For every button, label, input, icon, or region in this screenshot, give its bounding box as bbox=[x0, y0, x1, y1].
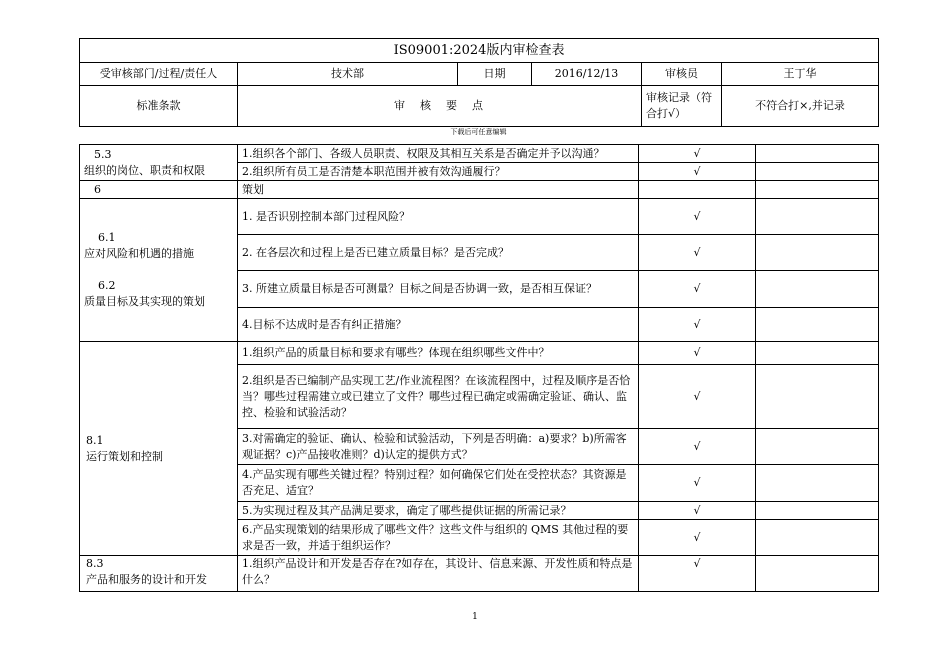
record-check: √ bbox=[639, 342, 756, 365]
audit-point: 2.组织是否已编制产品实现工艺/作业流程图？在该流程图中，过程及顺序是否恰当？哪些过程需建立或已建立了文件？哪些过程已确定或需确定验证、确认、监控、检验和试验活动？ bbox=[238, 365, 639, 429]
date-label: 日期 bbox=[458, 63, 532, 86]
clause-8-3 bbox=[80, 556, 238, 592]
record-check: √ bbox=[639, 308, 756, 342]
clause-8-1-name: 运行策划和控制 bbox=[86, 449, 163, 463]
record-check: √ bbox=[639, 520, 756, 556]
table-row bbox=[80, 342, 879, 365]
clause-6-1-name: 应对风险和机遇的措施 bbox=[84, 247, 194, 260]
audit-point: 1. 是否识别控制本部门过程风险？ bbox=[238, 199, 639, 235]
clause-6-2-name: 质量目标及其实现的策划 bbox=[84, 295, 205, 308]
date-value: 2016/12/13 bbox=[532, 63, 642, 86]
record-check: √ bbox=[639, 429, 756, 465]
clause-6-1-number: 6.1 bbox=[98, 231, 116, 244]
col-standard-header: 标准条款 bbox=[80, 86, 238, 127]
table-row bbox=[80, 199, 879, 235]
clause-6-1-6-2 bbox=[80, 199, 238, 342]
auditor-value: 王丁华 bbox=[722, 63, 879, 86]
table-row bbox=[80, 181, 879, 199]
audit-point: 6.产品实现策划的结果形成了哪些文件？这些文件与组织的 QMS 其他过程的要求是否一致，并适于组织运作？ bbox=[238, 520, 639, 556]
nonconform-cell bbox=[756, 429, 879, 465]
clause-8-3-name: 产品和服务的设计和开发 bbox=[86, 573, 207, 586]
dept-label: 受审核部门/过程/责任人 bbox=[80, 63, 238, 86]
audit-point: 3. 所建立质量目标是否可测量？目标之间是否协调一致，是否相互保证？ bbox=[238, 271, 639, 308]
record-check: √ bbox=[639, 556, 756, 592]
audit-point: 3.对需确定的验证、确认、检验和试验活动，下列是否明确：a)要求？b)所需客观证据？c)产品接收准则？d)认定的提供方式？ bbox=[238, 429, 639, 465]
auditor-label: 审核员 bbox=[642, 63, 722, 86]
table-row bbox=[80, 556, 879, 592]
nonconform-cell bbox=[756, 199, 879, 235]
record-check: √ bbox=[639, 163, 756, 181]
nonconform-cell bbox=[756, 145, 879, 163]
audit-point: 2.组织所有员工是否清楚本职范围并被有效沟通履行？ bbox=[238, 163, 639, 181]
record-check: √ bbox=[639, 235, 756, 271]
audit-point: 1.组织产品设计和开发是否存在?如存在，其设计、信息来源、开发性质和特点是什么？ bbox=[238, 556, 639, 592]
nonconform-cell bbox=[756, 342, 879, 365]
audit-point: 1.组织产品的质量目标和要求有哪些？体现在组织哪些文件中？ bbox=[238, 342, 639, 365]
audit-point: 4.目标不达成时是否有纠正措施？ bbox=[238, 308, 639, 342]
record-check: √ bbox=[639, 199, 756, 235]
audit-point: 4.产品实现有哪些关键过程？特别过程？如何确保它们处在受控状态？其资源是否充足、适宜？ bbox=[238, 465, 639, 502]
clause-5-3-name: 组织的岗位、职责和权限 bbox=[84, 163, 205, 177]
nonconform-cell bbox=[756, 365, 879, 429]
clause-6-2-number: 6.2 bbox=[98, 279, 116, 292]
col-record-header: 审核记录（符合打√） bbox=[642, 86, 722, 127]
audit-point: 2. 在各层次和过程上是否已建立质量目标？是否完成？ bbox=[238, 235, 639, 271]
clause-8-1 bbox=[80, 342, 238, 556]
record-check: √ bbox=[639, 465, 756, 502]
audit-point: 策划 bbox=[238, 181, 639, 199]
record-check: √ bbox=[639, 271, 756, 308]
table-row bbox=[80, 145, 879, 163]
nonconform-cell bbox=[756, 163, 879, 181]
record-check: √ bbox=[639, 365, 756, 429]
nonconform-cell bbox=[756, 502, 879, 520]
record-check: √ bbox=[639, 145, 756, 163]
nonconform-cell bbox=[756, 235, 879, 271]
nonconform-cell bbox=[756, 556, 879, 592]
page-number: 1 bbox=[472, 612, 478, 622]
dept-value: 技术部 bbox=[238, 63, 458, 86]
clause-5-3-number: 5.3 bbox=[94, 147, 112, 161]
clause-5-3 bbox=[80, 145, 238, 181]
edit-caption: 下载后可任意编辑 bbox=[450, 128, 507, 136]
clause-8-1-number: 8.1 bbox=[86, 433, 104, 447]
audit-point: 5.为实现过程及其产品满足要求，确定了哪些提供证据的所需记录？ bbox=[238, 502, 639, 520]
nonconform-cell bbox=[756, 308, 879, 342]
nonconform-cell bbox=[756, 465, 879, 502]
clause-6-number: 6 bbox=[80, 181, 238, 199]
checklist-table bbox=[79, 144, 879, 592]
clause-8-3-number: 8.3 bbox=[86, 557, 104, 570]
form-title: IS09001:2024版内审检查表 bbox=[80, 39, 879, 63]
audit-point: 1.组织各个部门、各级人员职责、权限及其相互关系是否确定并予以沟通？ bbox=[238, 145, 639, 163]
record-check bbox=[639, 181, 756, 199]
col-points-header: 审 核 要 点 bbox=[238, 86, 642, 127]
header-table bbox=[79, 38, 879, 127]
record-check: √ bbox=[639, 502, 756, 520]
col-nonconform-header: 不符合打×,并记录 bbox=[722, 86, 879, 127]
nonconform-cell bbox=[756, 520, 879, 556]
nonconform-cell bbox=[756, 181, 879, 199]
nonconform-cell bbox=[756, 271, 879, 308]
